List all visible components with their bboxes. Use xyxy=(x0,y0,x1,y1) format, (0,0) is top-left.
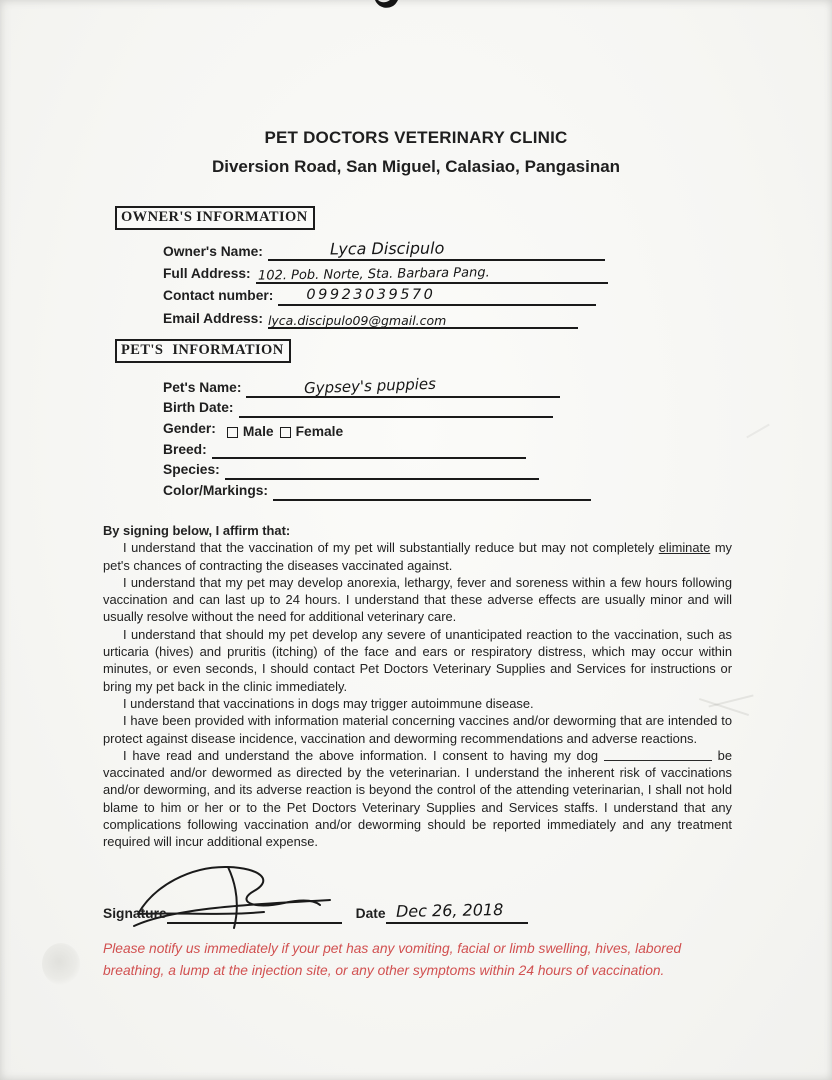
signature-line xyxy=(167,896,342,924)
owner-name-line xyxy=(268,237,605,261)
pet-name-row xyxy=(163,374,591,398)
contact-number-label: Contact number: xyxy=(163,288,274,304)
affirmation-paragraph-1 xyxy=(103,539,732,574)
owner-name-value: Lyca Discipulo xyxy=(329,238,445,259)
breed-row xyxy=(163,439,591,460)
gender-label: Gender: xyxy=(163,420,216,436)
gender-row xyxy=(163,418,591,439)
owner-info-heading: OWNER'S INFORMATION xyxy=(115,206,315,230)
date-label: Date xyxy=(355,906,386,922)
contact-number-value: 09923039570 xyxy=(306,287,436,304)
pet-name-line xyxy=(246,375,560,398)
species-row xyxy=(163,459,591,480)
contact-number-row xyxy=(163,284,608,306)
affirmation-p1-before: I understand that the vaccination of my pet will substantially reduce but may not completely xyxy=(123,540,655,556)
consent-before-blank: I have read and understand the above information. I consent to having my dog xyxy=(123,747,599,763)
email-address-label: Email Address: xyxy=(163,310,263,326)
color-markings-line xyxy=(273,478,591,501)
contact-number-line xyxy=(278,282,596,306)
affirmation-paragraph-5: I have been provided with information material concerning vaccines and/or deworming that are intended to protect against disease incidence, vaccination and deworming recommendations and adverse reactions. xyxy=(103,713,732,746)
form-header xyxy=(0,128,832,177)
stray-ink-mark xyxy=(374,0,400,12)
consent-paragraph xyxy=(103,747,732,851)
color-markings-label: Color/Markings: xyxy=(163,482,269,498)
date-line xyxy=(386,896,528,924)
clinic-name: PET DOCTORS VETERINARY CLINIC xyxy=(264,128,568,147)
signature-label: Signature xyxy=(103,906,167,922)
email-address-line xyxy=(268,304,578,328)
affirmation-section xyxy=(103,522,732,851)
affirmation-p1-underlined-word: eliminate xyxy=(658,540,711,556)
full-address-line xyxy=(256,259,608,283)
male-option-label: Male xyxy=(242,423,274,439)
affirmation-heading: By signing below, I affirm that: xyxy=(103,523,291,538)
dog-name-blank-line xyxy=(604,760,712,761)
email-address-row xyxy=(163,306,608,328)
owner-info-fields xyxy=(163,239,608,329)
owner-name-row xyxy=(163,239,608,261)
email-address-value: lyca.discipulo09@gmail.com xyxy=(267,312,447,328)
paper-stain xyxy=(42,943,80,985)
date-value: Dec 26, 2018 xyxy=(395,900,504,921)
affirmation-paragraph-4: I understand that vaccinations in dogs may trigger autoimmune disease. xyxy=(123,695,534,711)
species-line xyxy=(225,457,539,480)
signature-date-row xyxy=(103,898,528,924)
species-label: Species: xyxy=(163,462,220,478)
birth-date-row xyxy=(163,398,591,419)
birth-date-label: Birth Date: xyxy=(163,400,234,416)
birth-date-line xyxy=(239,396,553,419)
pet-name-value: Gypsey's puppies xyxy=(304,374,437,397)
pet-info-heading: PET'S INFORMATION xyxy=(115,339,291,363)
clinic-address: Diversion Road, San Miguel, Calasiao, Pangasinan xyxy=(211,157,621,176)
female-option-label: Female xyxy=(295,423,344,439)
color-markings-row xyxy=(163,480,591,501)
full-address-label: Full Address: xyxy=(163,265,251,281)
full-address-value: 102. Pob. Norte, Sta. Barbara Pang. xyxy=(257,265,490,284)
affirmation-p1-after: my pet's chances of contracting the diseases vaccinated against. xyxy=(103,540,732,573)
pet-info-fields xyxy=(163,374,591,501)
consent-after-blank: be vaccinated and/or dewormed as directed by the veterinarian. I understand the inherent risk of vaccinations and/or deworming, and its adverse reaction is beyond the control of the attending veterinarian, I shall not hold blame to him or her or to the Pet Doctors Veterinary Supplies and Services staffs. I understand that any complications following vaccination and/or deworming should be reported immediately and any treatment required will incur additional expense. xyxy=(103,747,733,850)
owner-name-label: Owner's Name: xyxy=(163,243,263,259)
pet-name-label: Pet's Name: xyxy=(163,379,242,395)
breed-line xyxy=(212,437,526,460)
vaccination-warning-note: Please notify us immediately if your pet has any vomiting, facial or limb swelling, hives, labored breathing, a lump at the injection site, or any other symptoms within 24 hours of vaccination. xyxy=(103,941,682,978)
full-address-row xyxy=(163,261,608,283)
affirmation-paragraph-3: I understand that should my pet develop any severe of unanticipated reaction to the vaccination, such as urticaria (hives) and pruritis (itching) of the face and ears or respiratory distress, which may occur within minutes, or even seconds, I should contact Pet Doctors Veterinary Supplies and Services for instructions or bring my pet back in the clinic immediately. xyxy=(103,626,732,694)
breed-label: Breed: xyxy=(163,441,207,457)
affirmation-paragraph-2: I understand that my pet may develop anorexia, lethargy, fever and soreness within a few hours following vaccination and can last up to 24 hours. I understand that these adverse effects are usually minor and will usually resolve without the need for additional veterinary care. xyxy=(103,574,732,625)
paper-crease xyxy=(746,424,770,439)
